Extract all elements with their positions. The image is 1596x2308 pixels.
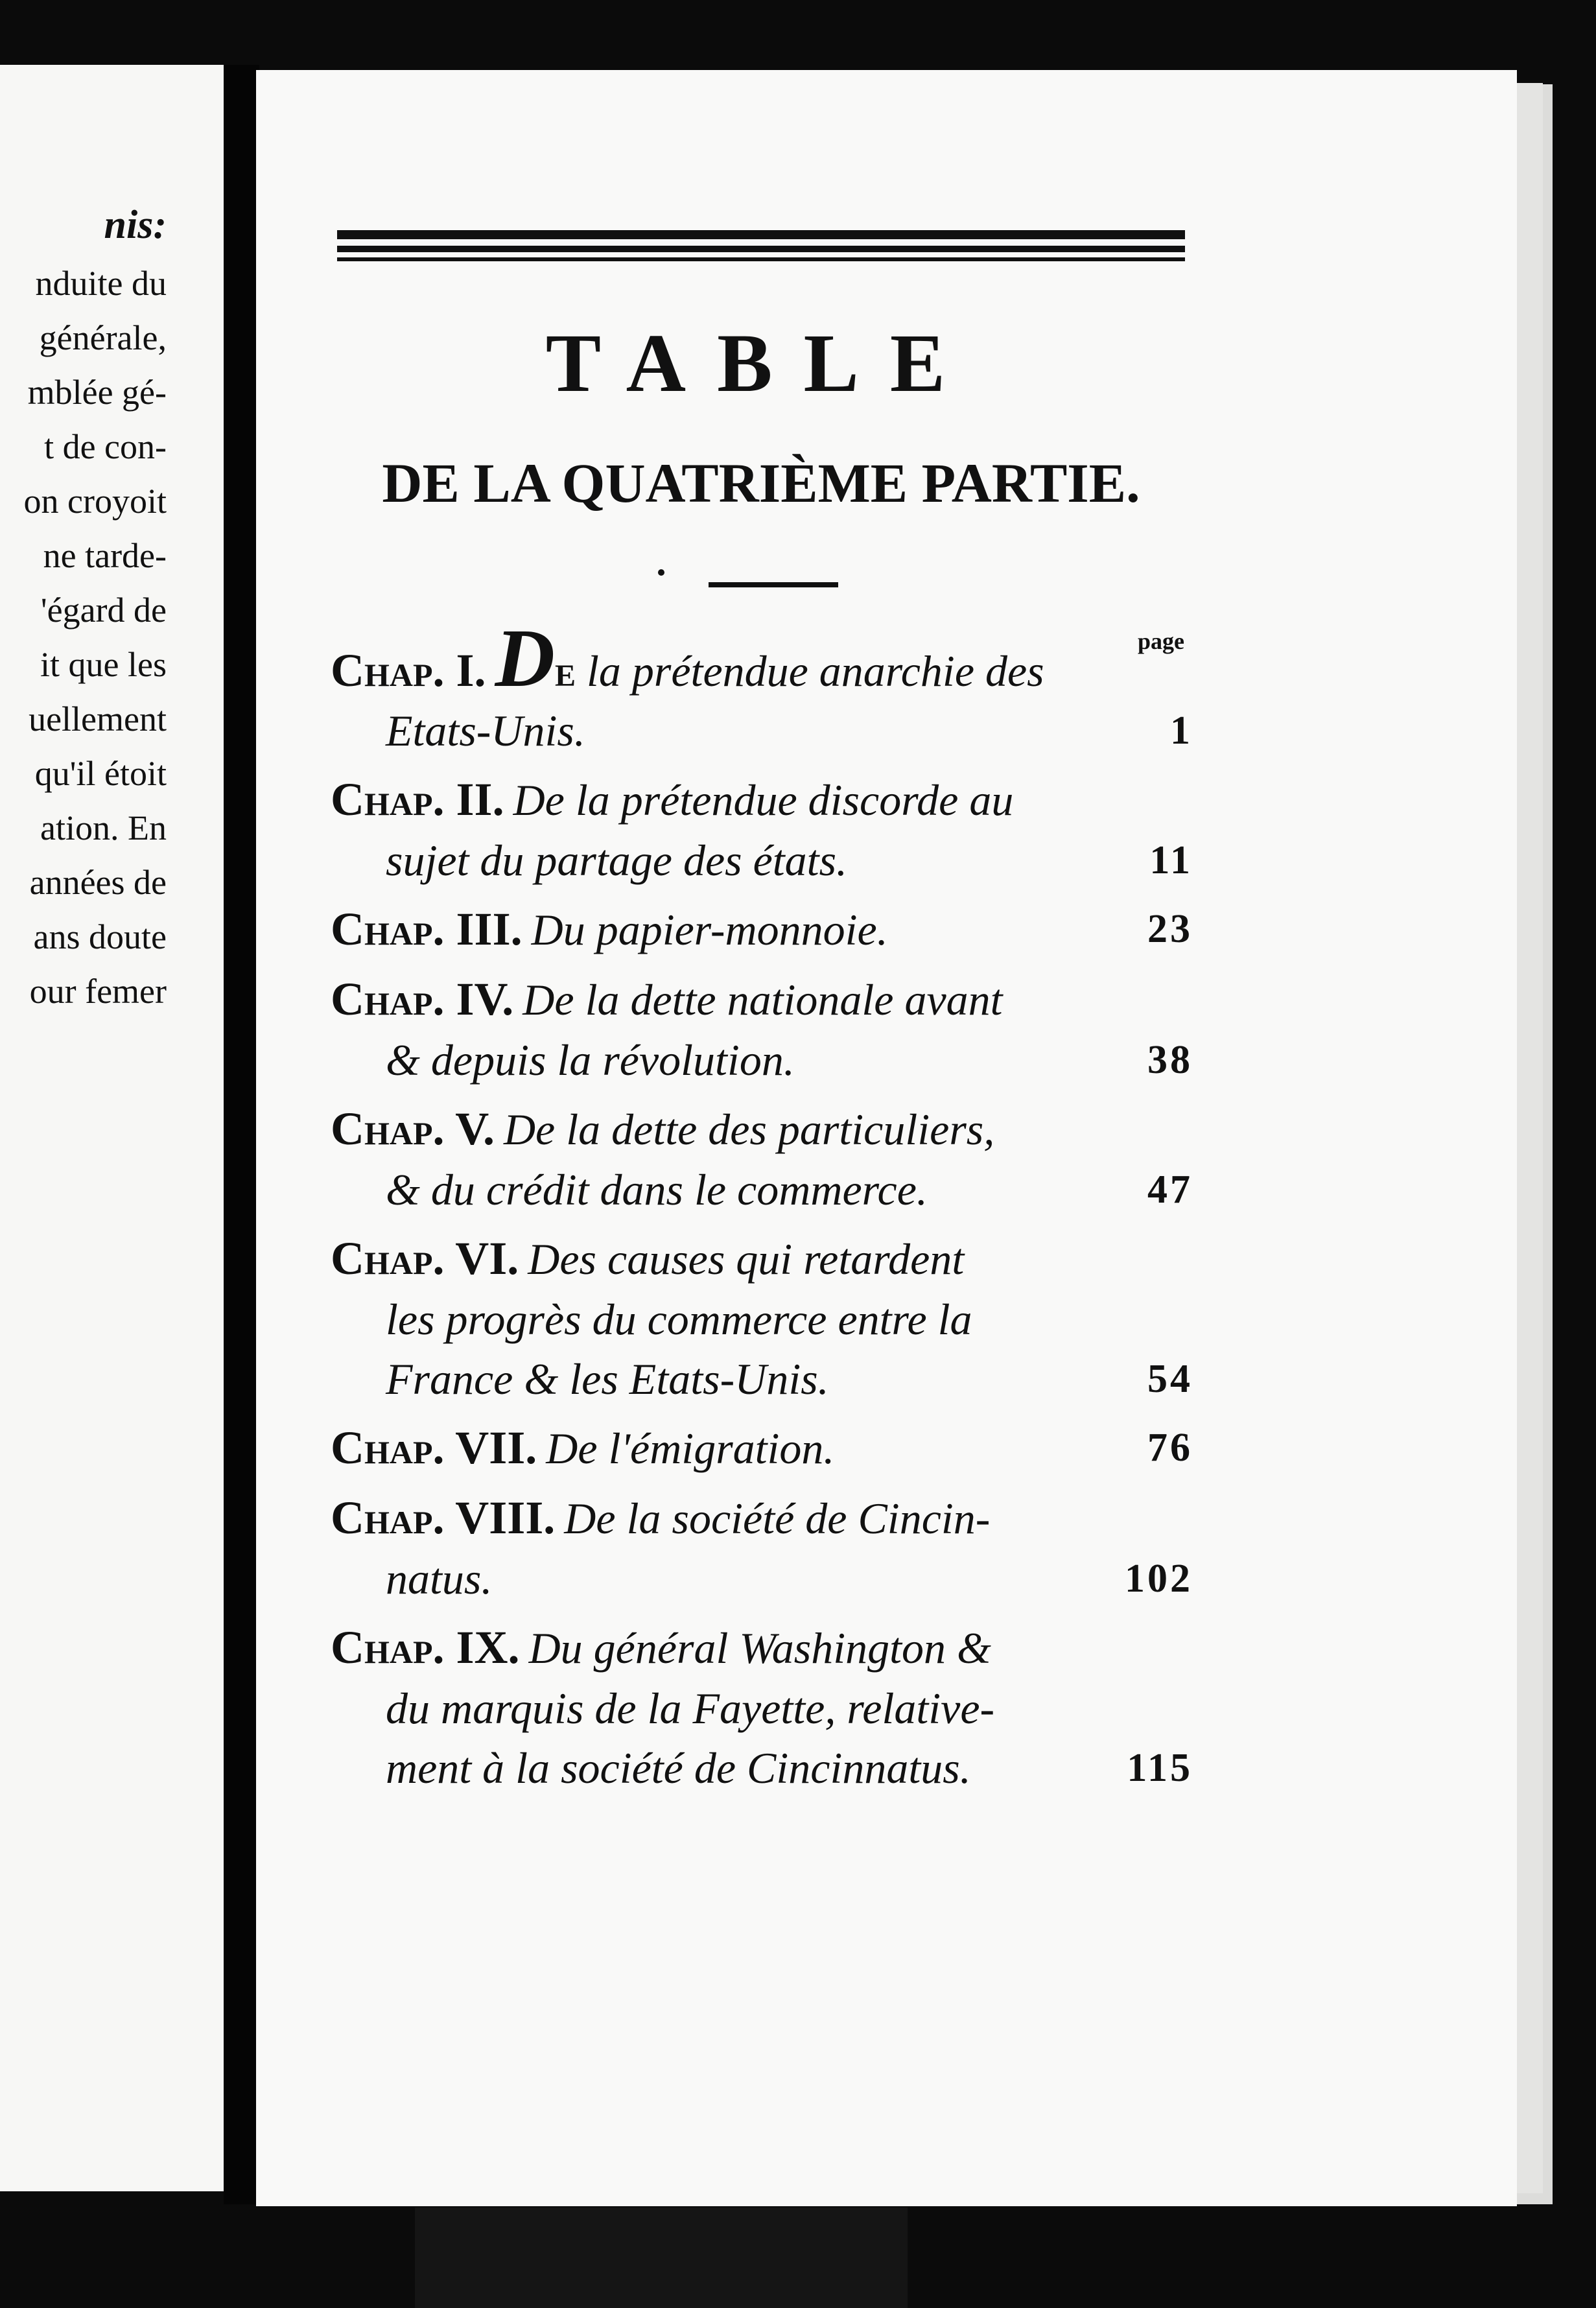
toc-entry — [331, 1227, 1193, 1409]
chapter-title: la prétendue anarchie des — [587, 646, 1044, 696]
left-page-line: our femer — [29, 972, 167, 1011]
chapter-title: De la société de Cincin- — [564, 1494, 991, 1543]
book-gutter — [224, 65, 259, 2204]
page-number: 11 — [1149, 838, 1193, 882]
chapter-title: les progrès du commerce entre la — [386, 1295, 972, 1344]
chapter-title: France & les Etats-Unis. — [386, 1354, 829, 1404]
chapter-number: Chap. V. — [331, 1103, 495, 1155]
chapter-title: De la prétendue discorde au — [513, 775, 1014, 825]
page-number: 38 — [1147, 1038, 1193, 1082]
drop-cap: D — [495, 612, 555, 704]
toc-entry — [331, 612, 1193, 760]
chapter-title: du marquis de la Fayette, relative- — [386, 1684, 995, 1733]
top-rule — [337, 230, 1185, 261]
chapter-title: Du papier-monnoie. — [531, 905, 888, 954]
chapter-title: & depuis la révolution. — [386, 1035, 795, 1085]
page-edge — [1517, 84, 1553, 2204]
left-page-line: ne tarde- — [43, 536, 167, 575]
small-cap: E — [555, 659, 576, 693]
left-page-line: nduite du — [35, 264, 167, 303]
chapter-title: Du général Washington & — [528, 1623, 991, 1673]
page-number: 115 — [1127, 1746, 1193, 1790]
left-page-line: générale, — [39, 318, 167, 357]
left-page-line: on croyoit — [23, 482, 167, 521]
chapter-number: Chap. IV. — [331, 973, 514, 1025]
page-number: 76 — [1147, 1426, 1193, 1470]
toc-entry — [331, 1616, 1193, 1798]
chapter-number: Chap. I. — [331, 644, 486, 696]
left-page-line: mblée gé- — [27, 373, 167, 412]
page-number: 47 — [1147, 1168, 1193, 1212]
toc-entry — [331, 1098, 1193, 1219]
chapter-number: Chap. VIII. — [331, 1492, 556, 1544]
toc-entry — [331, 1417, 1193, 1479]
chapter-title: Des causes qui retardent — [528, 1234, 965, 1284]
page-subtitle: DE LA QUATRIÈME PARTIE. — [382, 452, 1140, 514]
chapter-number: Chap. IX. — [331, 1621, 520, 1673]
chapter-title: & du crédit dans le commerce. — [386, 1165, 928, 1214]
toc-entry — [331, 768, 1193, 890]
left-page-line: qu'il étoit — [34, 754, 167, 793]
table-of-contents — [331, 612, 1193, 1806]
toc-entry — [331, 898, 1193, 960]
left-page-text — [0, 198, 167, 1019]
left-page-line: it que les — [40, 645, 167, 684]
scan-shadow — [415, 2208, 908, 2308]
toc-entry — [331, 968, 1193, 1090]
page-number: 1 — [1170, 709, 1193, 753]
left-page-line: ation. En — [40, 808, 167, 847]
chapter-number: Chap. II. — [331, 773, 504, 825]
left-page-line: ans doute — [33, 917, 167, 956]
chapter-title: Etats-Unis. — [386, 706, 585, 755]
left-page-line: t de con- — [44, 427, 167, 466]
page-title: TABLE — [545, 317, 977, 409]
chapter-number: Chap. VI. — [331, 1232, 519, 1284]
left-page — [0, 65, 224, 2191]
left-page-line: nis: — [104, 203, 167, 247]
chapter-title: sujet du partage des états. — [386, 836, 848, 885]
chapter-title: natus. — [386, 1554, 493, 1603]
page-number: 54 — [1147, 1357, 1193, 1401]
chapter-title: De l'émigration. — [546, 1424, 835, 1473]
chapter-title: De la dette des particuliers, — [503, 1105, 995, 1154]
left-page-line: années de — [29, 863, 167, 902]
toc-entry — [331, 1487, 1193, 1608]
left-page-line: uellement — [29, 700, 167, 738]
chapter-number: Chap. VII. — [331, 1422, 537, 1474]
left-page-line: 'égard de — [40, 591, 167, 630]
ink-dot — [658, 569, 664, 576]
chapter-number: Chap. III. — [331, 903, 522, 955]
page-number: 23 — [1147, 907, 1193, 951]
chapter-title: De la dette nationale avant — [522, 975, 1003, 1024]
short-rule — [709, 582, 838, 587]
chapter-title: ment à la société de Cincinnatus. — [386, 1743, 971, 1793]
page-number: 102 — [1125, 1557, 1193, 1601]
page-column-label: page — [1138, 628, 1184, 654]
